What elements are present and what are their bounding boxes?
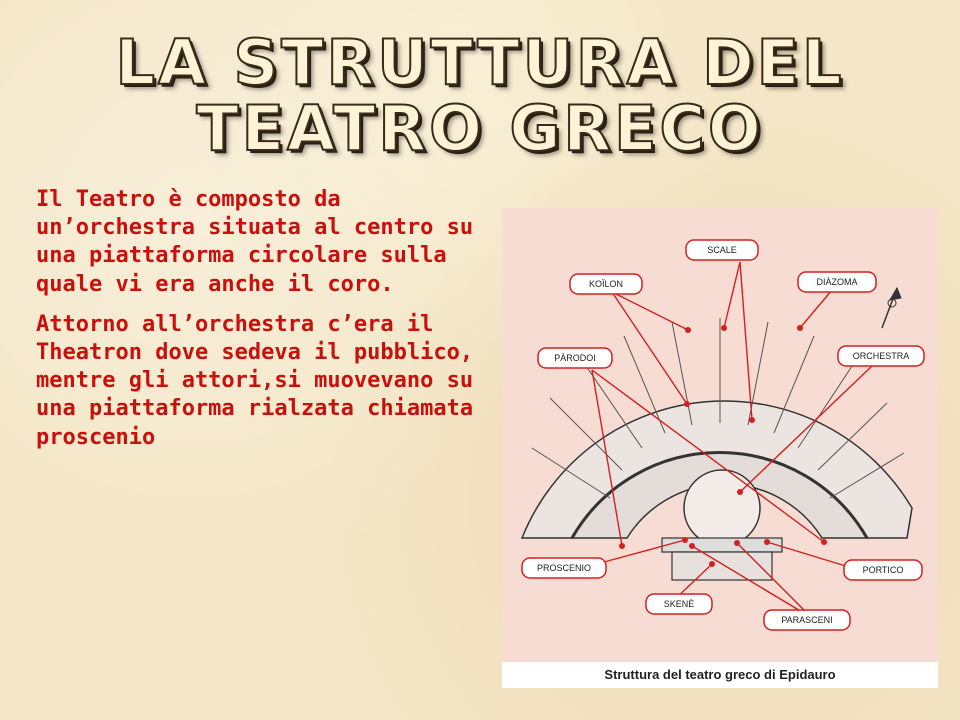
skene-building [672,552,772,580]
label-scale [686,240,758,260]
slide-title [0,26,960,165]
svg-text:PROSCENIO: PROSCENIO [536,563,592,573]
svg-text:DIÀZOMA: DIÀZOMA [816,277,858,287]
svg-text:KOÏLON: KOÏLON [588,279,624,289]
slide-body [36,186,486,464]
svg-text:PÀRODOI: PÀRODOI [554,353,596,363]
title-line-1: LA STRUTTURA DEL [115,26,845,99]
paragraph-theatron: Attorno all’orchestra c’era il Theatron dove sedeva il pubblico, mentre gli attori,si muovevano su una piattaforma rialzata chiamata proscenio [36,311,474,450]
svg-text:PORTICO: PORTICO [862,565,904,575]
title-line-2: TEATRO GRECO [196,92,764,165]
label-orchestra [838,346,924,366]
figure-caption: Struttura del teatro greco di Epidauro [502,662,938,688]
paragraph-orchestra: Il Teatro è composto da un’orchestra situata al centro su una piattaforma circolare sulla quale vi era anche il coro. [36,187,474,297]
label-parodoi [538,348,612,368]
compass-icon [882,288,901,328]
theatre-plan-drawing [502,208,938,662]
label-proscenio [522,558,606,578]
svg-text:SKENÈ: SKENÈ [663,599,695,609]
proscenium [662,538,782,552]
theatre-diagram [502,208,938,688]
orchestra-circle [684,470,760,546]
svg-text:PARASCENI: PARASCENI [781,615,833,625]
label-parasceni [764,610,850,630]
label-koilon [570,274,642,294]
svg-text:ORCHESTRA: ORCHESTRA [852,351,910,361]
label-portico [844,560,922,580]
svg-text:SCALE: SCALE [707,245,737,255]
label-diazoma [798,272,876,292]
label-skene [646,594,712,614]
